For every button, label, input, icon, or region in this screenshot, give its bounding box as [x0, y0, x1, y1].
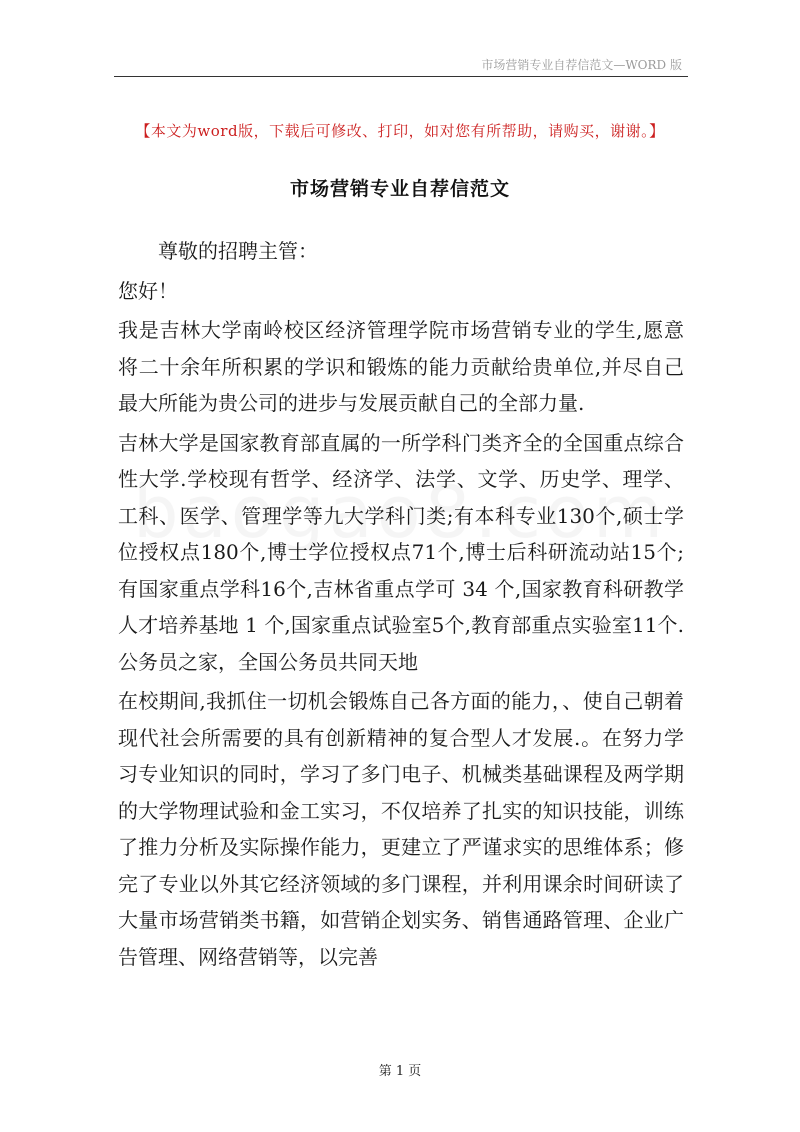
- document-body: [118, 233, 684, 978]
- paragraph-campus-life: 在校期间,我抓住一切机会锻炼自己各方面的能力，、使自己朝着现代社会所需要的具有创新精神的复合型人才发展.。在努力学习专业知识的同时，学习了多门电子、机械类基础课程及两学期的大学物理试验和金工实习，不仅培养了扎实的知识技能，训练了推力分析及实际操作能力，更建立了严谨求实的思维体系；修完了专业以外其它经济领域的多门课程，并利用课余时间研读了大量市场营销类书籍，如营销企划实务、销售通路管理、企业广告管理、网络营销等，以完善: [118, 689, 684, 969]
- paragraph-intro: 我是吉林大学南岭校区经济管理学院市场营销专业的学生,愿意将二十余年所积累的学识和锻炼的能力贡献给贵单位,并尽自己最大所能为贵公司的进步与发展贡献自己的全部力量.: [118, 318, 684, 415]
- greeting: 您好！: [118, 278, 178, 303]
- header-rule: [114, 76, 688, 77]
- document-title: 市场营销专业自荐信范文: [289, 178, 510, 200]
- paragraph-university: 吉林大学是国家教育部直属的一所学科门类齐全的全国重点综合性大学.学校现有哲学、经济学、法学、文学、历史学、理学、工科、医学、管理学等九大学科门类;有本科专业130个,硕士学位授权点180个,博士学位授权点71个,博士后科研流动站15个;有国家重点学科16个,吉林省重点学可 34 个,国家教育科研教学人才培养基地 1 个,国家重点试验室5个,教育部重点实验室11个.公务员之家，全国公务员共同天地: [118, 430, 684, 674]
- page-number: 第 1 页: [378, 1064, 422, 1079]
- salutation: 尊敬的招聘主管：: [158, 239, 318, 263]
- header-title: 市场营销专业自荐信范文—WORD 版: [481, 58, 682, 72]
- download-notice: 【本文为word版，下载后可修改、打印，如对您有所帮助，请购买，谢谢。】: [135, 122, 665, 140]
